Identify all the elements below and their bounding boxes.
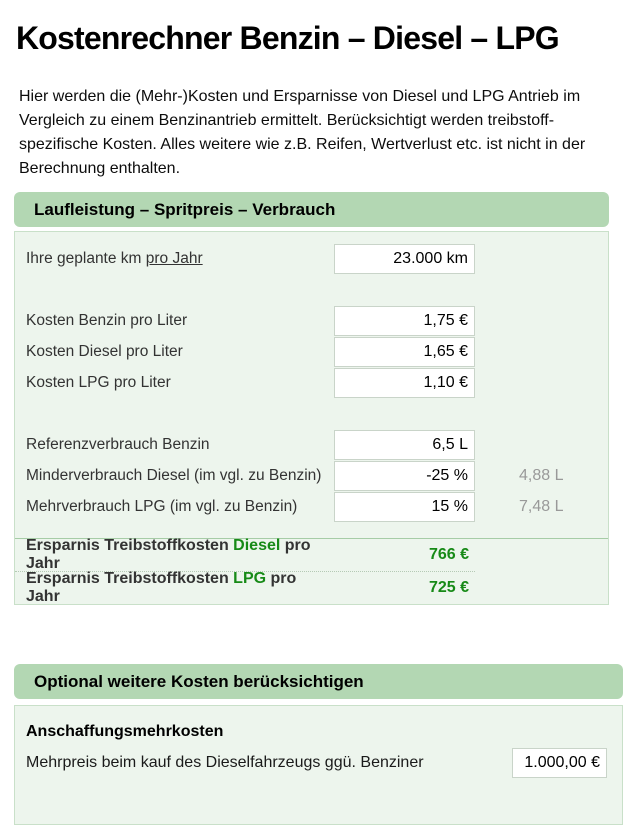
section2-header-bar xyxy=(14,664,623,699)
intro-text: Hier werden die (Mehr-)Kosten und Ersparnisse von Diesel und LPG Antrieb im Vergleich zu einem Benzinantrieb ermittelt. Berücksichtigt werden treibstoff-spezifische Kosten. Alles weitere wie z.B. Reifen, Wertverlust etc. ist nicht in der Berechnung enthalten. xyxy=(19,88,586,177)
km-per-year-input[interactable] xyxy=(334,244,475,274)
row-diesel-surcharge xyxy=(26,748,607,778)
row-km-per-year xyxy=(15,244,608,274)
section2-panel xyxy=(14,705,623,825)
result-lpg-value: 725 € xyxy=(428,579,469,596)
section-optional-costs xyxy=(14,664,623,825)
result-diesel-fuel: Diesel xyxy=(233,537,281,554)
result-lpg-prefix: Ersparnis Treibstoffkosten xyxy=(26,570,234,587)
group-gap xyxy=(15,398,608,429)
lpg-delta-label: Mehrverbrauch LPG (im vgl. zu Benzin) xyxy=(26,497,298,515)
section1-panel xyxy=(14,231,609,605)
section1-header-bar xyxy=(14,192,609,227)
diesel-surcharge-label: Mehrpreis beim kauf des Dieselfahrzeugs ggü. Benziner xyxy=(26,754,424,771)
km-per-year-label xyxy=(26,250,334,268)
lpg-price-label: Kosten LPG pro Liter xyxy=(26,373,171,391)
km-label-text: Ihre geplante km xyxy=(26,250,146,267)
section1-inputs xyxy=(15,232,608,538)
diesel-computed-consumption: 4,88 L xyxy=(519,466,564,484)
result-lpg-suffix: pro Jahr xyxy=(26,570,297,605)
result-row-lpg xyxy=(15,572,608,604)
result-diesel-suffix: pro Jahr xyxy=(26,537,311,572)
row-diesel-price xyxy=(15,336,608,367)
acquisition-costs-subheading: Anschaffungsmehrkosten xyxy=(26,723,224,740)
section-fuel-calculator xyxy=(14,192,609,605)
result-lpg-fuel: LPG xyxy=(233,570,267,587)
row-lpg-price xyxy=(15,367,608,398)
diesel-delta-label: Minderverbrauch Diesel (im vgl. zu Benzin) xyxy=(26,466,322,484)
section2-header-title: Optional weitere Kosten berücksichtigen xyxy=(34,671,364,691)
result-diesel-value: 766 € xyxy=(428,546,469,563)
diesel-price-label: Kosten Diesel pro Liter xyxy=(26,342,183,360)
page-title: Kostenrechner Benzin – Diesel – LPG xyxy=(16,20,559,56)
benzin-price-input[interactable] xyxy=(334,306,475,336)
diesel-surcharge-input[interactable] xyxy=(512,748,607,778)
lpg-price-input[interactable] xyxy=(334,368,475,398)
results-section xyxy=(15,538,608,604)
result-lpg-label xyxy=(26,570,334,606)
benzin-price-label: Kosten Benzin pro Liter xyxy=(26,311,188,329)
result-diesel-prefix: Ersparnis Treibstoffkosten xyxy=(26,537,234,554)
section1-header-title: Laufleistung – Spritpreis – Verbrauch xyxy=(34,199,336,219)
lpg-computed-consumption: 7,48 L xyxy=(519,497,564,515)
diesel-delta-input[interactable] xyxy=(334,461,475,491)
result-diesel-label xyxy=(26,537,334,573)
ref-consumption-input[interactable] xyxy=(334,430,475,460)
lpg-delta-input[interactable] xyxy=(334,492,475,522)
ref-consumption-label: Referenzverbrauch Benzin xyxy=(26,435,210,453)
row-lpg-delta xyxy=(15,491,608,522)
pro-jahr-link[interactable]: pro Jahr xyxy=(145,250,203,267)
result-row-diesel xyxy=(15,539,608,571)
row-ref-consumption xyxy=(15,429,608,460)
row-benzin-price xyxy=(15,305,608,336)
diesel-price-input[interactable] xyxy=(334,337,475,367)
row-diesel-delta xyxy=(15,460,608,491)
